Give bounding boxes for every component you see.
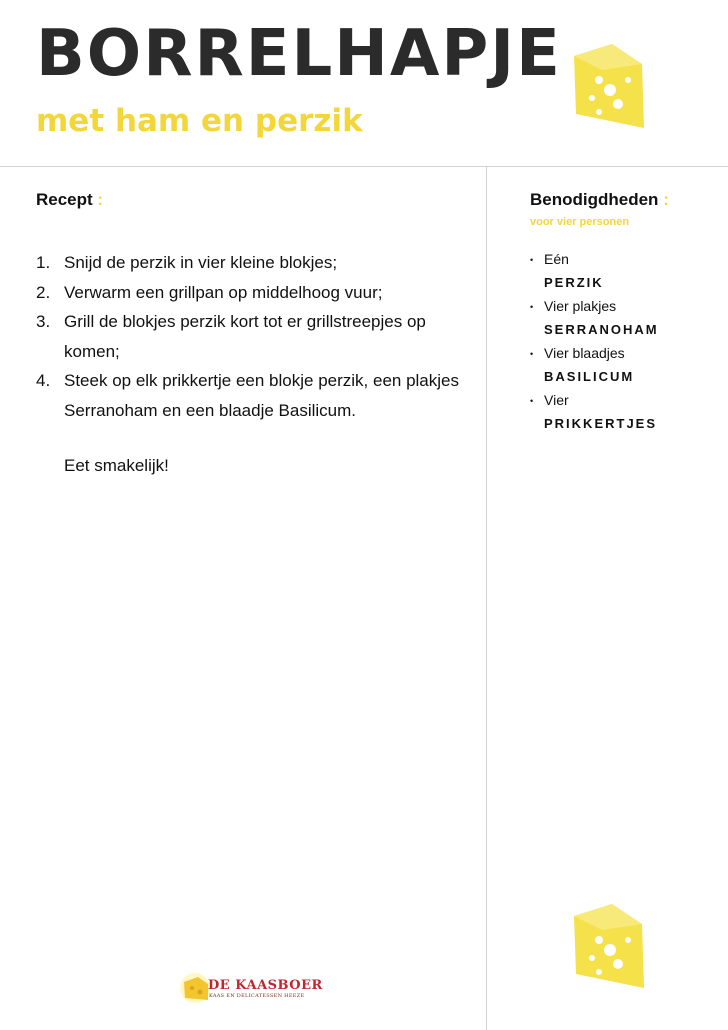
cheese-icon xyxy=(572,902,646,990)
header-divider xyxy=(0,166,728,167)
brand-logo xyxy=(178,970,323,1006)
recipe-heading-colon: : xyxy=(97,190,104,209)
bullet-icon: • xyxy=(530,396,534,406)
step-number: 2. xyxy=(36,282,51,302)
supplies-heading xyxy=(530,190,720,210)
page-title: BORRELHAPJE xyxy=(36,17,562,91)
column-divider xyxy=(486,167,487,1030)
step-number: 4. xyxy=(36,371,51,390)
step-text: Snijd de perzik in vier kleine blokjes; xyxy=(64,253,338,272)
ingredient-list xyxy=(530,250,720,433)
recipe-steps xyxy=(36,248,466,425)
ingredient-name: PRIKKERTJES xyxy=(544,416,658,431)
ingredient-quantity: Eén xyxy=(544,251,569,267)
ingredient-item xyxy=(530,250,720,292)
bullet-icon: • xyxy=(530,349,534,359)
recipe-step xyxy=(36,307,466,366)
cheese-icon xyxy=(572,42,646,130)
recipe-step xyxy=(36,248,466,278)
supplies-section xyxy=(530,190,720,438)
page-header xyxy=(0,0,728,167)
ingredient-quantity: Vier blaadjes xyxy=(544,345,625,361)
supplies-heading-text: Benodigdheden xyxy=(530,190,659,209)
step-number: 3. xyxy=(36,312,51,331)
logo-tagline: KAAS EN DELICATESSEN HEEZE xyxy=(209,993,305,999)
ingredient-item xyxy=(530,391,720,433)
step-text: Grill de blokjes perzik kort tot er grillstreepjes op komen; xyxy=(64,312,426,361)
servings-note: voor vier personen xyxy=(530,216,630,228)
step-text: Verwarm een grillpan op middelhoog vuur; xyxy=(64,282,383,302)
ingredient-name: SERRANOHAM xyxy=(544,322,659,337)
logo-cheese-icon xyxy=(180,972,210,1004)
recipe-closing: Eet smakelijk! xyxy=(64,456,169,475)
ingredient-quantity: Vier xyxy=(544,392,569,408)
ingredient-item xyxy=(530,297,720,339)
step-text: Steek op elk prikkertje een blokje perzik, een plakjes Serranoham en een blaadje Basilicum. xyxy=(64,371,459,420)
ingredient-quantity: Vier plakjes xyxy=(544,298,617,314)
supplies-heading-colon: : xyxy=(663,190,669,209)
bullet-icon: • xyxy=(530,302,534,312)
recipe-section xyxy=(36,190,466,476)
recipe-step xyxy=(36,366,466,425)
logo-name: DE KAASBOER xyxy=(208,978,323,993)
recipe-step xyxy=(36,278,466,308)
ingredient-name: BASILICUM xyxy=(544,369,635,384)
bullet-icon: • xyxy=(530,255,534,265)
step-number: 1. xyxy=(36,253,51,272)
recipe-heading xyxy=(36,190,466,210)
ingredient-name: PERZIK xyxy=(544,275,604,290)
ingredient-item xyxy=(530,344,720,386)
page-subtitle: met ham en perzik xyxy=(36,103,363,139)
recipe-heading-text: Recept xyxy=(36,190,93,209)
